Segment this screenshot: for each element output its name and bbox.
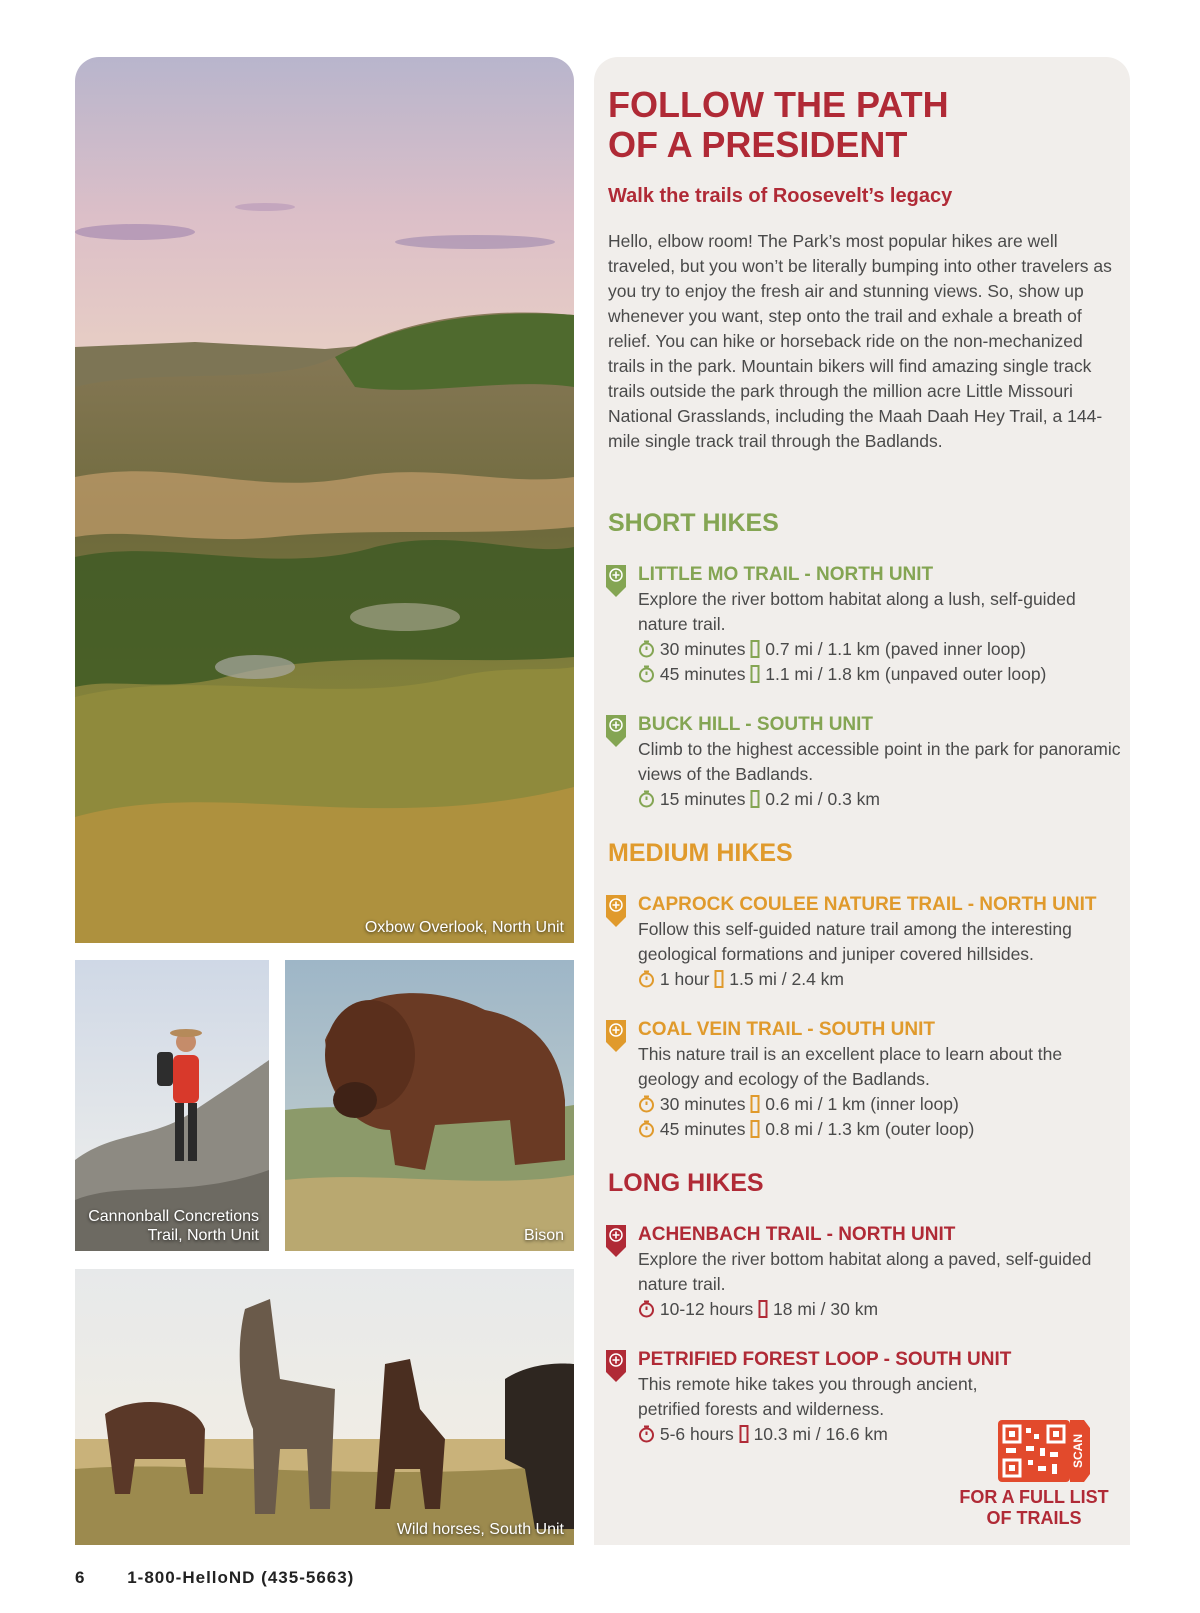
trail-stat-row <box>638 637 1121 662</box>
hiker-caption <box>88 1207 259 1245</box>
trail-marker-plus-icon <box>606 1350 626 1382</box>
trail-bar-icon <box>750 1095 760 1113</box>
trail-bar-icon <box>739 1425 749 1443</box>
trail-name: CAPROCK COULEE NATURE TRAIL - NORTH UNIT <box>638 894 1097 915</box>
trail-distance: 10.3 mi / 16.6 km <box>753 1424 888 1444</box>
trail-bar-icon <box>750 1120 760 1138</box>
trail-name: COAL VEIN TRAIL - SOUTH UNIT <box>638 1019 935 1040</box>
long-hikes-heading: LONG HIKES <box>608 1169 764 1197</box>
qr-cta-line2: OF TRAILS <box>986 1508 1082 1528</box>
trail-coal-vein <box>606 1018 1121 1142</box>
trail-name: BUCK HILL - SOUTH UNIT <box>638 714 874 735</box>
trail-caprock-coulee <box>606 893 1121 992</box>
trail-stat-row <box>638 787 1121 812</box>
oxbow-overlook-photo <box>75 57 574 943</box>
footer-phone: 1-800-HelloND (435-5663) <box>127 1568 355 1587</box>
trail-distance: 0.2 mi / 0.3 km <box>765 789 880 809</box>
article-intro: Hello, elbow room! The Park’s most popular hikes are well traveled, but you won’t be literally bumping into other travelers as you try to enjoy the fresh air and stunning views. So, show up whenever you want, step onto the trail and exhale a breath of relief. You can hike or horseback ride on the non-mechanized trails in the park. Mountain bikers will find amazing single track trails outside the park through the million acre Little Missouri National Grasslands, including the Maah Daah Hey Trail, a 144-mile single track trail through the Badlands. <box>608 231 1112 451</box>
page-number: 6 <box>75 1568 86 1587</box>
trail-stat-row <box>638 1092 1121 1117</box>
stopwatch-icon <box>638 970 655 988</box>
trail-bar-icon <box>750 665 760 683</box>
trail-note: (unpaved outer loop) <box>884 664 1047 684</box>
wild-horses-photo <box>75 1269 574 1545</box>
short-hikes-heading: SHORT HIKES <box>608 509 779 537</box>
stopwatch-icon <box>638 665 655 683</box>
trail-description: This nature trail is an excellent place to learn about the geology and ecology of the Badlands. <box>638 1044 1063 1089</box>
trail-bar-icon <box>750 790 760 808</box>
trail-description: Explore the river bottom habitat along a paved, self-guided nature trail. <box>638 1249 1092 1294</box>
trail-name: ACHENBACH TRAIL - NORTH UNIT <box>638 1224 956 1245</box>
stopwatch-icon <box>638 1095 655 1113</box>
page-footer <box>75 1568 354 1588</box>
trail-note: (inner loop) <box>870 1094 959 1114</box>
qr-code[interactable] <box>998 1420 1090 1482</box>
trail-marker-plus-icon <box>606 1225 626 1257</box>
trail-time: 10-12 hours <box>659 1299 754 1319</box>
trail-buck-hill <box>606 713 1121 812</box>
trail-distance: 0.6 mi / 1 km <box>765 1094 866 1114</box>
stopwatch-icon <box>638 790 655 808</box>
stopwatch-icon <box>638 1120 655 1138</box>
hiker-caption-line1: Cannonball Concretions <box>88 1207 259 1225</box>
trail-bar-icon <box>750 640 760 658</box>
trail-marker-plus-icon <box>606 715 626 747</box>
trail-time: 5-6 hours <box>659 1424 734 1444</box>
trail-description: This remote hike takes you through ancient, petrified forests and wilderness. <box>638 1374 978 1419</box>
trail-note: (outer loop) <box>884 1119 975 1139</box>
trail-stat-row <box>638 1117 1121 1142</box>
stopwatch-icon <box>638 640 655 658</box>
bison-caption: Bison <box>523 1226 564 1244</box>
trail-note: (paved inner loop) <box>884 639 1026 659</box>
trail-time: 1 hour <box>659 969 710 989</box>
trail-time: 15 minutes <box>659 789 746 809</box>
trail-description: Climb to the highest accessible point in the park for panoramic views of the Badlands. <box>638 739 1121 784</box>
article-title-line1: FOLLOW THE PATH <box>608 84 949 125</box>
trail-description: Follow this self-guided nature trail among the interesting geological formations and juniper covered hillsides. <box>638 919 1072 964</box>
trail-stat-row <box>638 967 1121 992</box>
trail-description: Explore the river bottom habitat along a lush, self-guided nature trail. <box>638 589 1076 634</box>
oxbow-caption: Oxbow Overlook, North Unit <box>364 918 564 936</box>
trail-marker-plus-icon <box>606 565 626 597</box>
trail-marker-plus-icon <box>606 1020 626 1052</box>
trail-bar-icon <box>714 970 724 988</box>
trail-bar-icon <box>758 1300 768 1318</box>
trail-distance: 0.7 mi / 1.1 km <box>765 639 880 659</box>
trail-name: LITTLE MO TRAIL - NORTH UNIT <box>638 564 934 585</box>
trail-distance: 1.5 mi / 2.4 km <box>729 969 845 989</box>
qr-cta <box>954 1487 1114 1529</box>
trail-time: 30 minutes <box>659 639 746 659</box>
article-title <box>608 85 949 165</box>
trail-little-mo <box>606 563 1121 687</box>
trail-achenbach <box>606 1223 1121 1322</box>
trail-distance: 1.1 mi / 1.8 km <box>765 664 880 684</box>
trails-article-panel <box>594 57 1130 1545</box>
trail-time: 45 minutes <box>659 664 746 684</box>
trail-stat-row <box>638 1297 1121 1322</box>
article-subtitle: Walk the trails of Roosevelt’s legacy <box>608 185 953 207</box>
trail-distance: 0.8 mi / 1.3 km <box>765 1119 880 1139</box>
medium-hikes-heading: MEDIUM HIKES <box>608 839 793 867</box>
stopwatch-icon <box>638 1300 655 1318</box>
article-title-line2: OF A PRESIDENT <box>608 124 908 165</box>
horses-caption: Wild horses, South Unit <box>396 1520 564 1538</box>
trail-name: PETRIFIED FOREST LOOP - SOUTH UNIT <box>638 1349 1012 1370</box>
hiker-caption-line2: Trail, North Unit <box>147 1226 259 1244</box>
trail-distance: 18 mi / 30 km <box>773 1299 879 1319</box>
hiker-photo <box>75 960 269 1251</box>
trail-time: 45 minutes <box>659 1119 746 1139</box>
qr-cta-line1: FOR A FULL LIST <box>959 1487 1109 1507</box>
qr-scan-label: SCAN <box>1071 1433 1085 1469</box>
bison-photo <box>285 960 574 1251</box>
trail-time: 30 minutes <box>659 1094 746 1114</box>
trail-stat-row <box>638 662 1121 687</box>
trail-marker-plus-icon <box>606 895 626 927</box>
stopwatch-icon <box>638 1425 655 1443</box>
